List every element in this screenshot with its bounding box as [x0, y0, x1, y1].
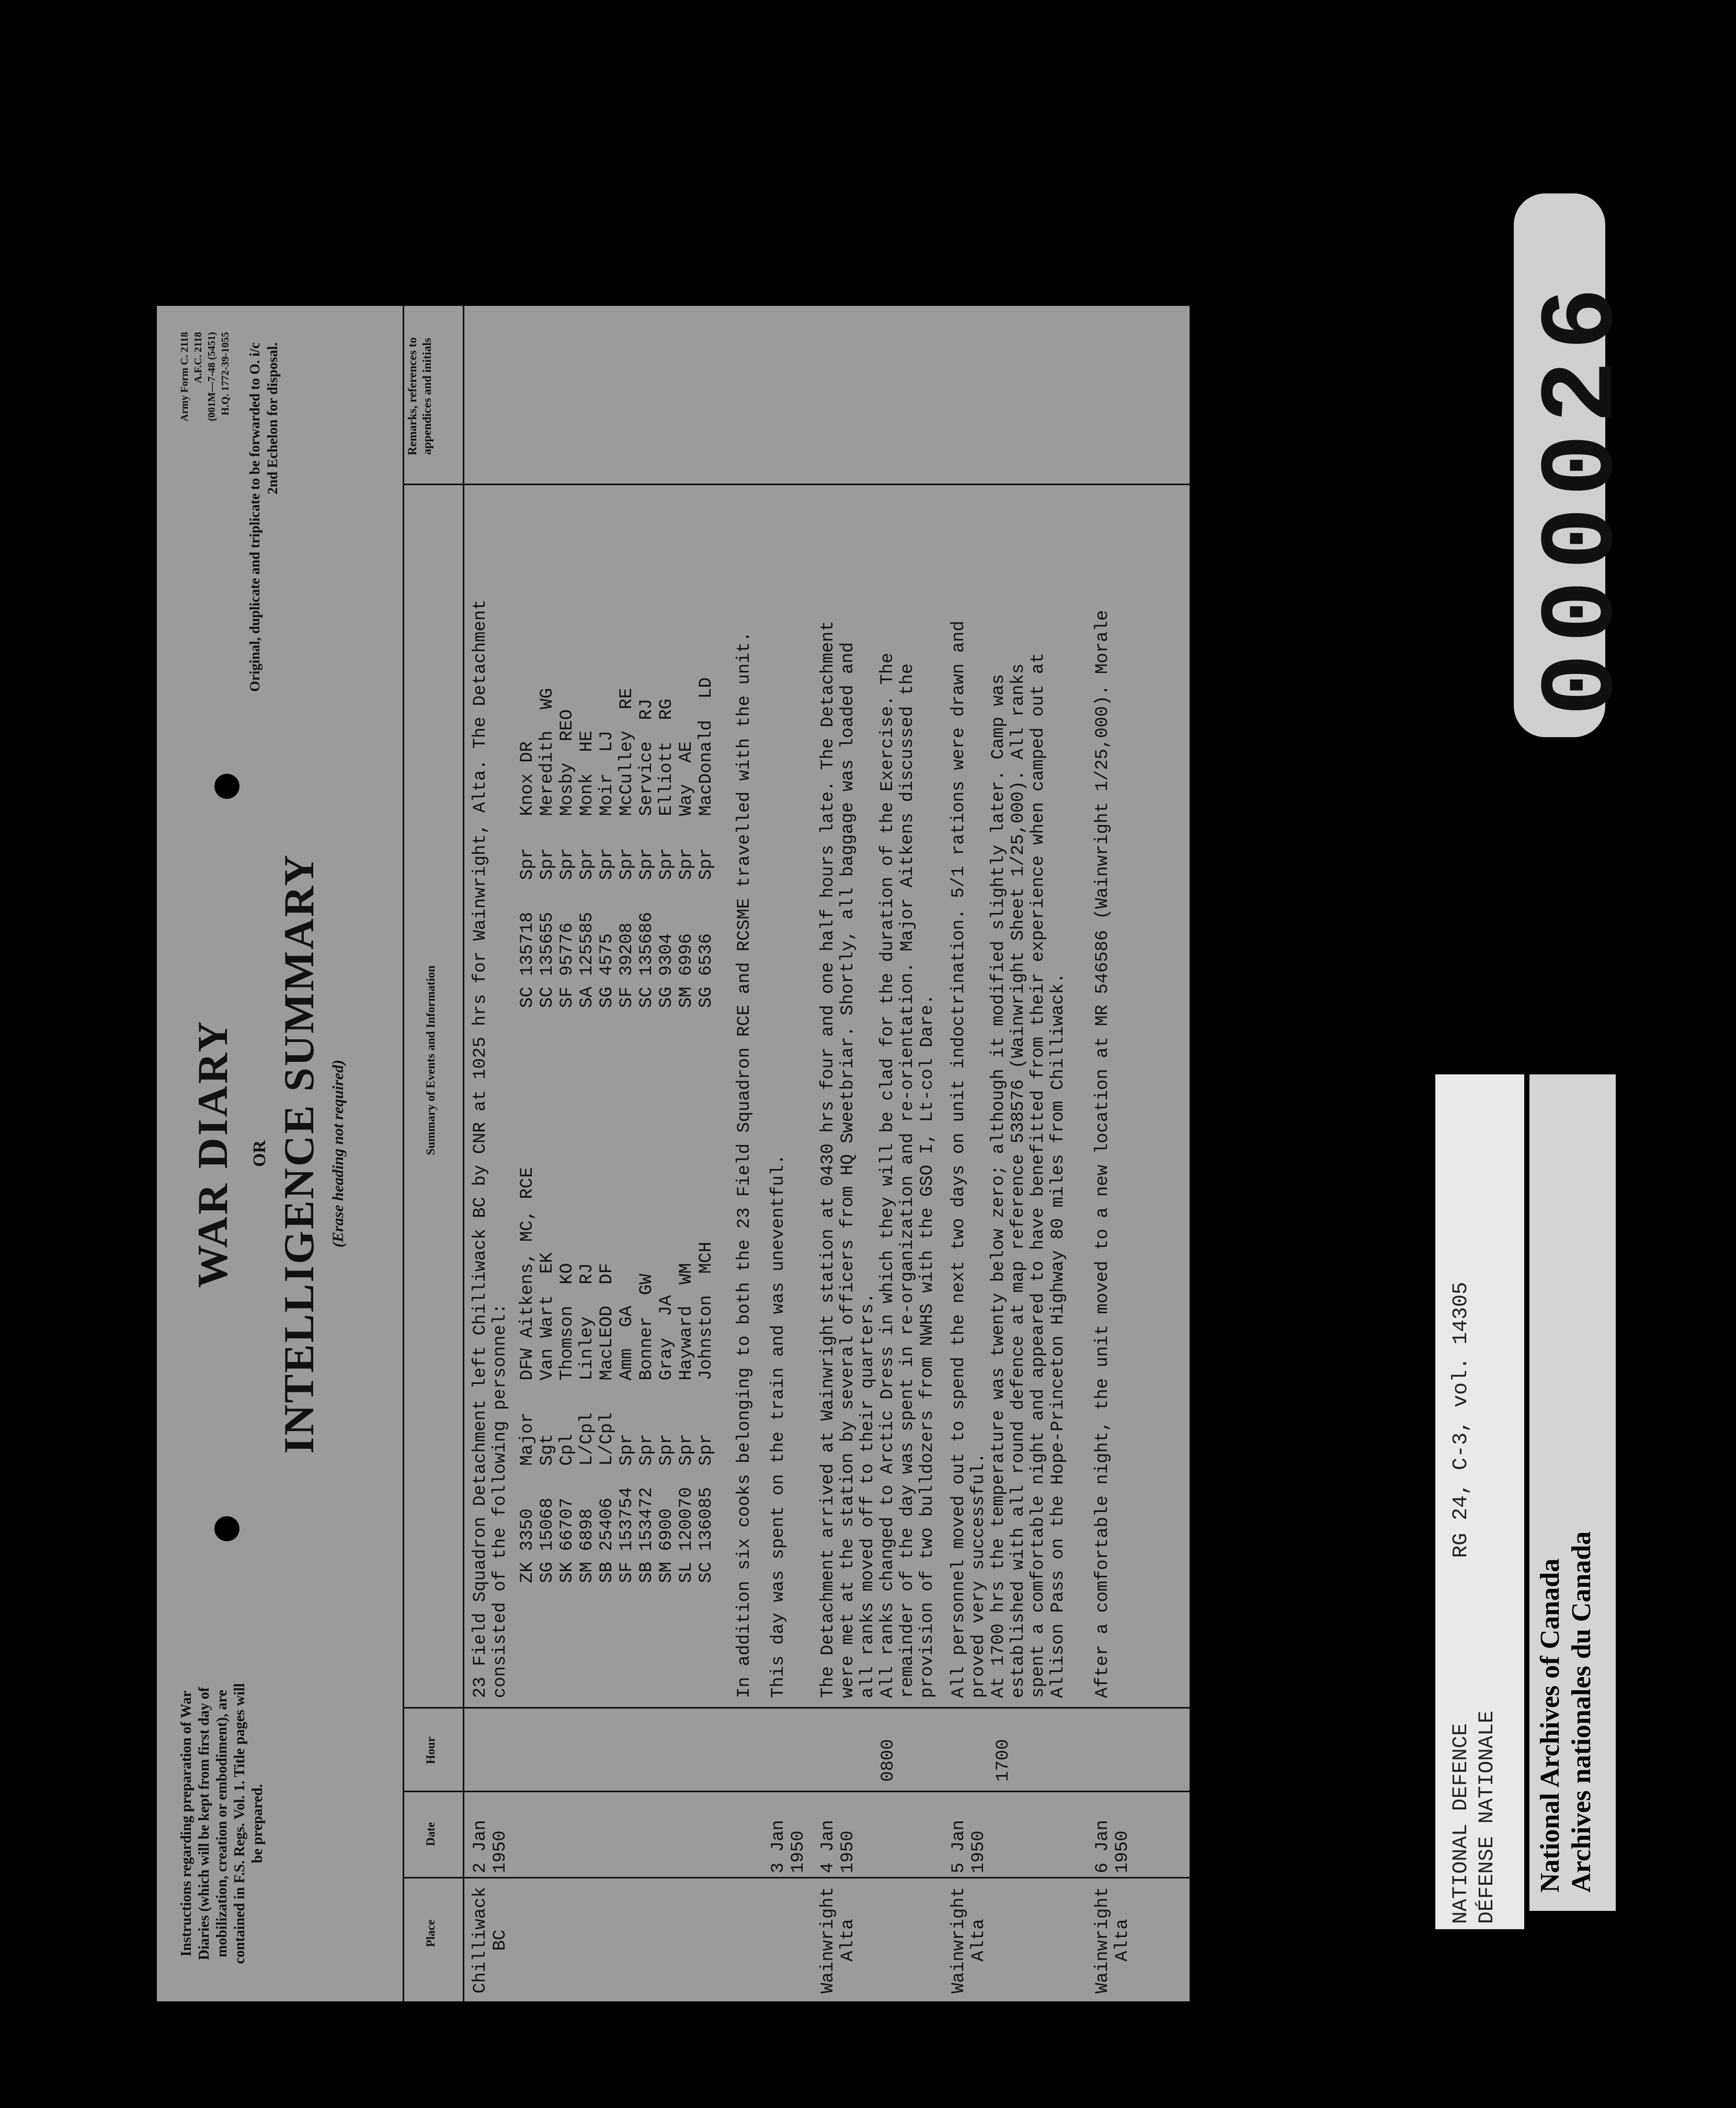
title-or: OR: [250, 1140, 269, 1167]
form-ref-line: (001M—7-48 (5451): [206, 332, 218, 421]
entry-date: 6 Jan 1950: [1093, 1819, 1133, 1873]
form-ref-line: H.Q. 1772-39-1055: [220, 332, 231, 416]
entry-text: 23 Field Squadron Detachment left Chilliwack BC by CNR at 1025 hrs for Wainwright, Alta. The Detachment consisted of the following personnel:: [471, 599, 510, 1698]
entry-place: Wainwright Alta: [949, 1886, 989, 1994]
form-ref-line: Army Form C. 2118: [179, 332, 190, 422]
title-war-diary: WAR DIARY: [189, 1019, 236, 1288]
entry-hour: 0800: [878, 1739, 898, 1782]
war-diary-page: [157, 306, 1190, 2001]
entry-place: Wainwright Alta: [1093, 1886, 1133, 1994]
col-remarks: Remarks, references to appendices and initials: [406, 337, 433, 455]
column-divider: [403, 484, 1190, 485]
personnel-list-left: ZK 3350 Major DFW Aitkens, MC, RCE SG 15068 Sgt Van Wart EK SK 66707 Cpl Thomson KO SM 6898 L/Cpl Linley RJ SB 25406 L/Cpl MacLEOD DF SF 153754 Spr Amm GA SB 153472 Spr Bonner GW SM 6900 Spr Gray JA SL 120070 Spr Hayward WM SC 136085 Spr Johnston MCH: [518, 1167, 716, 1583]
entry-date: 4 Jan 1950: [818, 1819, 858, 1873]
instructions-note: Instructions regarding preparation of War Diaries (which will be kept from first day of mobilization, creation or embodiment), are contained in F.S. Regs. Vol. 1. Title pages will be prepared.: [178, 1683, 266, 1964]
archives-label: [1535, 1056, 1597, 1893]
column-divider: [403, 1707, 1190, 1709]
defence-label: NATIONAL DEFENCE DÉFENSE NATIONALE: [1449, 1710, 1499, 1924]
entry-date: 3 Jan 1950: [769, 1819, 808, 1873]
entry-text: After a comfortable night, the unit moved to a new location at MR 546586 (Wainwright 1/25,000). Morale: [1093, 610, 1113, 1698]
rg-reference: RG 24, C-3, vol. 14305: [1449, 1281, 1473, 1558]
page-number: 000026: [1524, 277, 1643, 716]
header-rule: [403, 306, 404, 2001]
entry-text: The Detachment arrived at Wainwright station at 0430 hrs four and one half hours late. The Detachment were met at the station by several officers from HQ Sweetbriar. Shortly, all baggage was loaded and all ranks moved off to their quarters. All ranks changed to Arctic Dress in which they will be clad for the duration of the Exercise. The remainder of the day was spent in re-organization and re-orientation. Major Aitkens discussed the provision of two bulldozers from NWHS with the GSO I, Lt-col Dare.: [818, 621, 938, 1698]
cooks-note: In addition six cooks belonging to both the 23 Field Squadron RCE and RCSME travelled with the unit.: [735, 631, 755, 1698]
entry-date: 5 Jan 1950: [949, 1819, 989, 1873]
reference-strip-text: [1448, 1087, 1501, 1924]
archives-line-en: National Archives of Canada: [1535, 1559, 1565, 1893]
original-disposal-note: Original, duplicate and triplicate to be forwarded to O. i/c 2nd Echelon for disposal.: [247, 342, 280, 692]
col-place: Place: [424, 1919, 437, 1947]
entry-date: 2 Jan 1950: [471, 1819, 510, 1873]
header-rule: [463, 306, 464, 2001]
entry-place: Wainwright Alta: [818, 1886, 858, 1994]
entry-place: Chilliwack BC: [471, 1886, 510, 1994]
erase-note: (Erase heading not required): [329, 1059, 347, 1248]
col-date: Date: [424, 1822, 437, 1846]
title-intelligence-summary: INTELLIGENCE SUMMARY: [275, 853, 323, 1454]
personnel-list-right: SC 135718 Spr Knox DR SC 135655 Spr Meredith WG SF 95776 Spr Mosby REO SA 125585 Spr Monk HE SG 4575 Spr Moir LJ SF 39208 Spr McCulley RE SC 135686 Spr Service RJ SG 9304 Spr Elliott RG SM 6996 Spr Way AE SG 6536 Spr MacDonald LD: [518, 677, 716, 1008]
column-divider: [403, 1791, 1190, 1792]
entry-hour: 1700: [993, 1739, 1013, 1782]
form-ref-line: A.F.C. 2118: [192, 332, 204, 384]
column-divider: [403, 1877, 1190, 1878]
col-hour: Hour: [424, 1736, 437, 1765]
entry-text: This day was spent on the train and was uneventful.: [769, 1154, 789, 1698]
form-reference: [178, 332, 232, 421]
col-summary: Summary of Events and Information: [424, 965, 437, 1155]
entry-text: All personnel moved out to spend the next two days on unit indoctrination. 5/1 rations were drawn and proved very successful. At 1700 hrs the temperature was twenty below zero; although it modified slightly later. Camp was established with all round defence at map reference 538576 (Wainwright Sheet 1/25,000). All ranks spent a comfortable night and appeared to have benefitted from their experience when camped out at Allison Pass on the Hope-Princeton Highway 80 miles from Chilliwack.: [949, 621, 1068, 1698]
archives-line-fr: Archives nationales du Canada: [1567, 1531, 1596, 1893]
